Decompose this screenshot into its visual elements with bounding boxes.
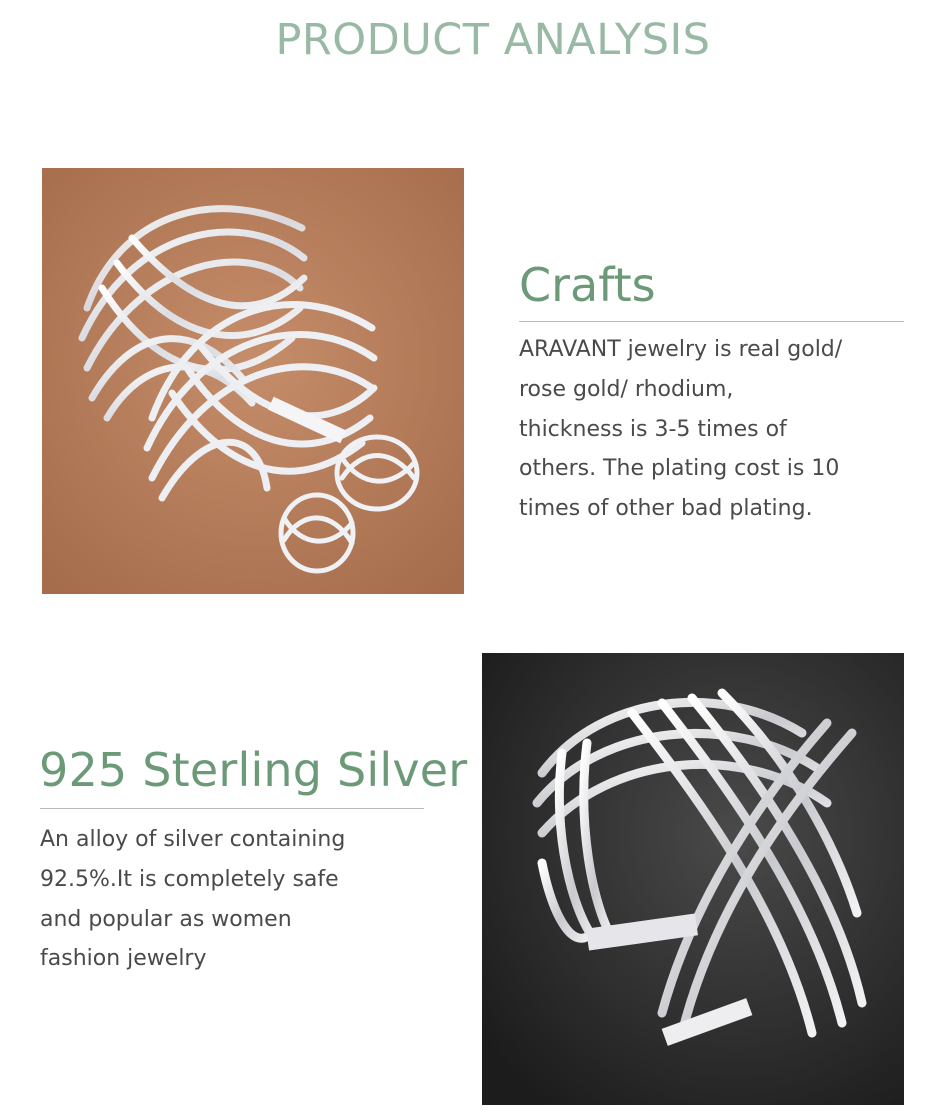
crafts-line: times of other bad plating. xyxy=(519,496,813,522)
product-photo-jewelry-set xyxy=(42,168,464,594)
cuff-bracelet-illustration xyxy=(482,653,904,1105)
sterling-silver-description xyxy=(40,820,360,979)
crafts-heading: Crafts xyxy=(519,258,656,312)
jewelry-set-illustration xyxy=(42,168,464,594)
page-title: PRODUCT ANALYSIS xyxy=(275,15,711,65)
sterling-silver-line: and popular as women xyxy=(40,906,292,932)
sterling-silver-heading: 925 Sterling Silver xyxy=(39,743,468,797)
crafts-line: thickness is 3-5 times of xyxy=(519,416,787,442)
sterling-silver-divider xyxy=(40,808,424,809)
crafts-description xyxy=(519,330,849,529)
product-photo-cuff-bracelet xyxy=(482,653,904,1105)
sterling-silver-line: 92.5%.It is completely safe xyxy=(40,866,339,892)
crafts-line: rose gold/ rhodium, xyxy=(519,376,734,402)
crafts-line: others. The plating cost is 10 xyxy=(519,456,840,482)
crafts-line: ARAVANT jewelry is real gold/ xyxy=(519,337,843,362)
sterling-silver-line: fashion jewelry xyxy=(40,946,207,972)
sterling-silver-line: An alloy of silver containing xyxy=(40,827,346,852)
crafts-divider xyxy=(519,321,904,322)
